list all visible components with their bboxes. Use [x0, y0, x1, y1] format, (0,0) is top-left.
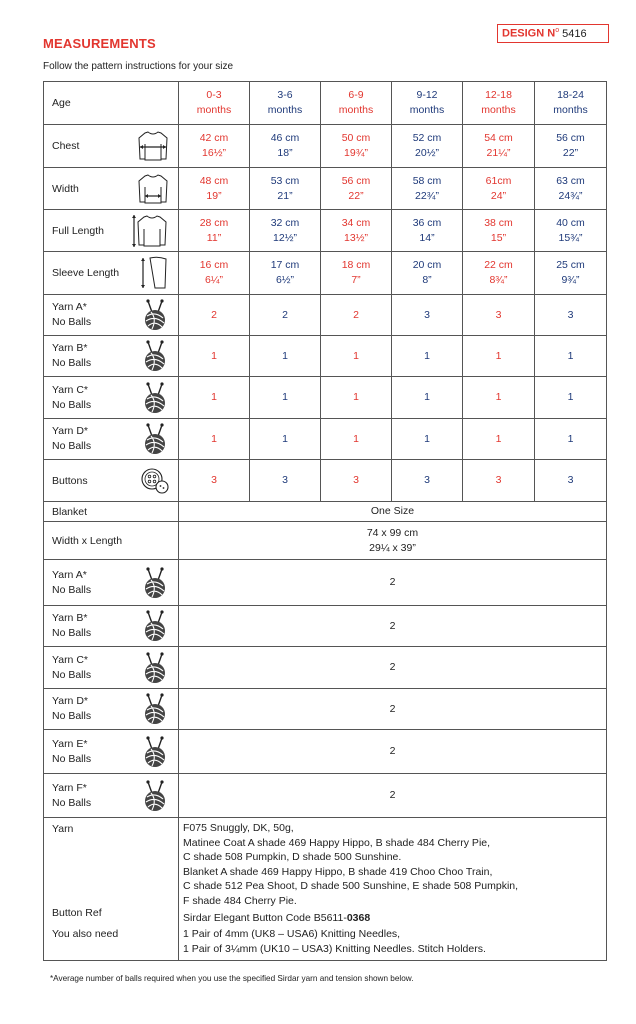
- value-cm: 58 cm: [412, 174, 442, 187]
- value-inches: 22”: [562, 147, 579, 159]
- page-title: MEASUREMENTS: [43, 36, 156, 51]
- measure-value: [321, 252, 392, 295]
- blanket-ball-count: 2: [179, 606, 607, 647]
- button-count: 3: [250, 460, 321, 502]
- ball-count: 3: [535, 295, 607, 336]
- blanket-yarn-label-cell: [44, 689, 179, 730]
- yarn-label: Yarn E*: [52, 737, 88, 750]
- yarn-row: [44, 295, 607, 336]
- size-header: [179, 82, 250, 125]
- value-cm: 22 cm: [484, 259, 513, 271]
- blanket-yarn-row: [44, 730, 607, 774]
- measure-value: [321, 168, 392, 210]
- measurements-table: [43, 81, 607, 961]
- ball-count: 1: [179, 336, 250, 377]
- yarn-info-label: Yarn: [52, 823, 74, 835]
- also-need-label: You also need: [52, 928, 119, 940]
- age-label: Age: [44, 82, 179, 125]
- yarn-ball-icon: [140, 299, 170, 331]
- measure-label-cell: [44, 125, 179, 168]
- blanket-yarn-label-cell: [44, 560, 179, 606]
- value-cm: 28 cm: [199, 216, 229, 229]
- materials-row: [44, 818, 607, 961]
- ball-count: 1: [535, 377, 607, 419]
- blanket-yarn-label-cell: [44, 774, 179, 818]
- size-range: 9-12: [416, 89, 438, 101]
- value-cm: 50 cm: [341, 132, 371, 144]
- no-balls-label: No Balls: [52, 357, 92, 369]
- no-balls-label: No Balls: [52, 627, 92, 639]
- measure-value: [392, 168, 463, 210]
- intro-text: Follow the pattern instructions for your size: [43, 61, 234, 72]
- size-unit: months: [338, 104, 374, 116]
- blanket-yarn-row: [44, 689, 607, 730]
- value-inches: 16½”: [202, 147, 226, 159]
- value-cm: 40 cm: [556, 216, 585, 229]
- value-cm: 25 cm: [556, 259, 585, 271]
- value-inches: 12½”: [273, 231, 297, 244]
- size-range: 3-6: [277, 89, 293, 101]
- value-inches: 11”: [206, 231, 222, 244]
- age-row: [44, 82, 607, 125]
- size-header: [463, 82, 535, 125]
- size-unit: months: [481, 104, 516, 116]
- blanket-yarn-row: [44, 647, 607, 689]
- value-cm: 17 cm: [270, 259, 300, 271]
- value-inches: 22”: [348, 189, 364, 202]
- design-number: 5416: [562, 27, 587, 40]
- measure-label: Full Length: [52, 224, 104, 237]
- button-count: 3: [179, 460, 250, 502]
- button-ref-label: Button Ref: [52, 907, 102, 919]
- size-unit: months: [267, 104, 303, 116]
- button-ref-text: Sirdar Elegant Button Code B5611-: [183, 912, 347, 924]
- button-count: 3: [392, 460, 463, 502]
- value-cm: 20 cm: [412, 259, 442, 271]
- yarn-label-cell: [44, 377, 179, 419]
- ball-count: 1: [463, 336, 535, 377]
- chest-icon: [136, 130, 170, 162]
- yarn-ball-icon: [140, 567, 170, 599]
- yarn-label-cell: [44, 336, 179, 377]
- yarn-label: Yarn F*: [52, 781, 87, 794]
- value-inches: 21¼”: [486, 147, 511, 159]
- ball-count: 1: [463, 377, 535, 419]
- yarn-details: [183, 821, 606, 911]
- measure-label-cell: [44, 168, 179, 210]
- blanket-ball-count: 2: [179, 774, 607, 818]
- blanket-yarn-label-cell: [44, 730, 179, 774]
- measure-label: Width: [52, 182, 79, 195]
- measure-row: [44, 252, 607, 295]
- measure-value: [179, 252, 250, 295]
- value-cm: 18 cm: [341, 259, 371, 271]
- size-unit: months: [409, 104, 445, 116]
- measure-value: [463, 210, 535, 252]
- yarn-detail-line: C shade 508 Pumpkin, D shade 500 Sunshine.: [183, 851, 402, 864]
- ball-count: 1: [250, 419, 321, 460]
- value-cm: 34 cm: [341, 216, 371, 229]
- ball-count: 1: [392, 419, 463, 460]
- blanket-row: [44, 502, 607, 522]
- value-inches: 22¾”: [415, 189, 439, 202]
- yarn-label: Yarn D*: [52, 695, 88, 707]
- sleeve-icon: [138, 255, 170, 291]
- value-cm: 46 cm: [270, 132, 300, 144]
- button-count: 3: [535, 460, 607, 502]
- value-cm: 48 cm: [199, 174, 229, 187]
- ball-count: 1: [321, 419, 392, 460]
- blanket-yarn-row: [44, 606, 607, 647]
- yarn-label: Yarn C*: [52, 653, 88, 666]
- materials-labels: [44, 818, 179, 961]
- ball-count: 1: [535, 336, 607, 377]
- measure-label-cell: [44, 252, 179, 295]
- measure-label-cell: [44, 210, 179, 252]
- size-range: 6-9: [348, 89, 364, 101]
- no-balls-label: No Balls: [52, 398, 92, 411]
- ball-count: 1: [463, 419, 535, 460]
- measure-value: [179, 168, 250, 210]
- value-inches: 8”: [422, 274, 432, 286]
- yarn-row: [44, 336, 607, 377]
- value-inches: 18”: [277, 147, 293, 159]
- footnote: *Average number of balls required when you use the specified Sirdar yarn and tension shown below.: [50, 974, 414, 983]
- value-inches: 8¾”: [489, 274, 508, 286]
- design-label: DESIGN N: [502, 27, 556, 40]
- yarn-label: Yarn D*: [52, 425, 88, 437]
- ball-count: 1: [179, 419, 250, 460]
- buttons-row: [44, 460, 607, 502]
- yarn-label: Yarn B*: [52, 612, 88, 624]
- yarn-label-cell: [44, 419, 179, 460]
- yarn-label: Yarn C*: [52, 383, 88, 396]
- measure-value: [250, 210, 321, 252]
- blanket-ball-count: 2: [179, 647, 607, 689]
- dimensions-inches: 29¼ x 39”: [369, 541, 416, 554]
- measure-value: [535, 252, 607, 295]
- value-cm: 16 cm: [199, 259, 229, 271]
- measure-value: [392, 252, 463, 295]
- value-cm: 63 cm: [556, 174, 585, 187]
- no-balls-label: No Balls: [52, 752, 92, 765]
- blanket-yarn-row: [44, 774, 607, 818]
- yarn-ball-icon: [140, 780, 170, 812]
- yarn-label-cell: [44, 295, 179, 336]
- measure-value: [179, 125, 250, 168]
- value-cm: 38 cm: [484, 216, 513, 229]
- value-cm: 52 cm: [412, 132, 442, 144]
- size-header: [392, 82, 463, 125]
- size-range: 0-3: [206, 89, 222, 101]
- measure-value: [250, 252, 321, 295]
- blanket-ball-count: 2: [179, 560, 607, 606]
- size-header: [535, 82, 607, 125]
- value-inches: 13½”: [344, 231, 368, 244]
- length-icon: [130, 213, 170, 249]
- yarn-ball-icon: [140, 340, 170, 372]
- button-ref-detail: [183, 911, 606, 927]
- ball-count: 3: [392, 295, 463, 336]
- value-inches: 15¾”: [558, 231, 583, 244]
- ball-count: 1: [392, 336, 463, 377]
- measure-value: [463, 125, 535, 168]
- blanket-ball-count: 2: [179, 730, 607, 774]
- blanket-dimensions-row: [44, 522, 607, 560]
- size-range: 12-18: [485, 89, 512, 101]
- measure-label: Sleeve Length: [52, 267, 120, 279]
- design-label-sup: o: [555, 27, 560, 34]
- yarn-detail-line: Blanket A shade 469 Happy Hippo, B shade 419 Choo Choo Train,: [183, 865, 493, 878]
- blanket-yarn-row: [44, 560, 607, 606]
- size-unit: months: [196, 104, 232, 116]
- yarn-row: [44, 419, 607, 460]
- measure-value: [321, 210, 392, 252]
- no-balls-label: No Balls: [52, 440, 92, 452]
- measure-value: [250, 168, 321, 210]
- buttons-label: Buttons: [52, 474, 88, 487]
- value-cm: 56 cm: [556, 132, 585, 144]
- yarn-row: [44, 377, 607, 419]
- measure-row: [44, 168, 607, 210]
- measure-value: [250, 125, 321, 168]
- blanket-label: Blanket: [44, 502, 179, 522]
- measure-value: [463, 168, 535, 210]
- measure-value: [535, 210, 607, 252]
- button-icon: [140, 467, 170, 495]
- value-inches: 24”: [490, 189, 507, 202]
- size-header: [321, 82, 392, 125]
- measure-value: [321, 125, 392, 168]
- value-cm: 56 cm: [341, 174, 371, 187]
- size-header: [250, 82, 321, 125]
- value-inches: 9¾”: [561, 274, 580, 286]
- measure-value: [392, 210, 463, 252]
- blanket-size: One Size: [179, 502, 607, 522]
- button-count: 3: [321, 460, 392, 502]
- no-balls-label: No Balls: [52, 583, 92, 596]
- ball-count: 3: [463, 295, 535, 336]
- value-cm: 53 cm: [270, 174, 300, 187]
- size-range: 18-24: [557, 89, 584, 101]
- ball-count: 1: [392, 377, 463, 419]
- no-balls-label: No Balls: [52, 668, 92, 681]
- value-cm: 61cm: [485, 174, 512, 187]
- value-cm: 54 cm: [484, 132, 513, 144]
- ball-count: 2: [179, 295, 250, 336]
- measure-value: [179, 210, 250, 252]
- measure-label: Chest: [52, 140, 80, 152]
- materials-details: [179, 818, 607, 961]
- design-number-box: [497, 24, 609, 43]
- value-inches: 21”: [277, 189, 293, 202]
- ball-count: 2: [250, 295, 321, 336]
- value-inches: 24¾”: [558, 189, 583, 202]
- button-count: 3: [463, 460, 535, 502]
- yarn-ball-icon: [140, 382, 170, 414]
- yarn-detail-line: C shade 512 Pea Shoot, D shade 500 Sunshine, E shade 508 Pumpkin,: [183, 880, 519, 893]
- yarn-detail-line: F075 Snuggly, DK, 50g,: [183, 822, 294, 834]
- ball-count: 1: [250, 336, 321, 377]
- yarn-ball-icon: [140, 693, 170, 725]
- yarn-ball-icon: [140, 423, 170, 455]
- value-cm: 32 cm: [270, 216, 300, 229]
- value-cm: 36 cm: [412, 216, 442, 229]
- ball-count: 1: [179, 377, 250, 419]
- blanket-yarn-label-cell: [44, 647, 179, 689]
- value-cm: 42 cm: [199, 132, 229, 144]
- width-length-label: Width x Length: [44, 522, 179, 560]
- ball-count: 1: [535, 419, 607, 460]
- value-inches: 15”: [490, 231, 507, 244]
- measure-value: [535, 125, 607, 168]
- measure-value: [463, 252, 535, 295]
- measure-row: [44, 125, 607, 168]
- button-code: 0368: [346, 912, 371, 924]
- yarn-label: Yarn A*: [52, 568, 87, 581]
- no-balls-label: No Balls: [52, 796, 92, 809]
- blanket-ball-count: 2: [179, 689, 607, 730]
- dimensions-cm: 74 x 99 cm: [366, 526, 419, 539]
- value-inches: 19¾”: [344, 147, 368, 159]
- value-inches: 7”: [351, 274, 361, 286]
- ball-count: 1: [250, 377, 321, 419]
- value-inches: 6½”: [275, 274, 295, 286]
- width-icon: [136, 173, 170, 205]
- size-unit: months: [553, 104, 588, 116]
- yarn-label: Yarn A*: [52, 301, 87, 313]
- measure-value: [392, 125, 463, 168]
- yarn-ball-icon: [140, 652, 170, 684]
- measure-value: [535, 168, 607, 210]
- needles-line: 1 Pair of 4mm (UK8 – USA6) Knitting Needles,: [183, 928, 401, 940]
- value-inches: 6¼”: [204, 274, 224, 286]
- yarn-detail-line: F shade 484 Cherry Pie.: [183, 894, 297, 907]
- yarn-ball-icon: [140, 736, 170, 768]
- ball-count: 1: [321, 336, 392, 377]
- buttons-label-cell: [44, 460, 179, 502]
- ball-count: 2: [321, 295, 392, 336]
- ball-count: 1: [321, 377, 392, 419]
- yarn-label: Yarn B*: [52, 342, 88, 354]
- no-balls-label: No Balls: [52, 710, 92, 722]
- value-inches: 14”: [419, 231, 435, 244]
- value-inches: 20½”: [415, 147, 439, 159]
- yarn-detail-line: Matinee Coat A shade 469 Happy Hippo, B shade 484 Cherry Pie,: [183, 836, 491, 849]
- blanket-dimensions: [179, 522, 607, 560]
- yarn-ball-icon: [140, 610, 170, 642]
- blanket-yarn-label-cell: [44, 606, 179, 647]
- needles-line: 1 Pair of 3¼mm (UK10 – USA3) Knitting Needles. Stitch Holders.: [183, 942, 486, 955]
- value-inches: 19”: [206, 189, 222, 202]
- measure-row: [44, 210, 607, 252]
- no-balls-label: No Balls: [52, 316, 92, 328]
